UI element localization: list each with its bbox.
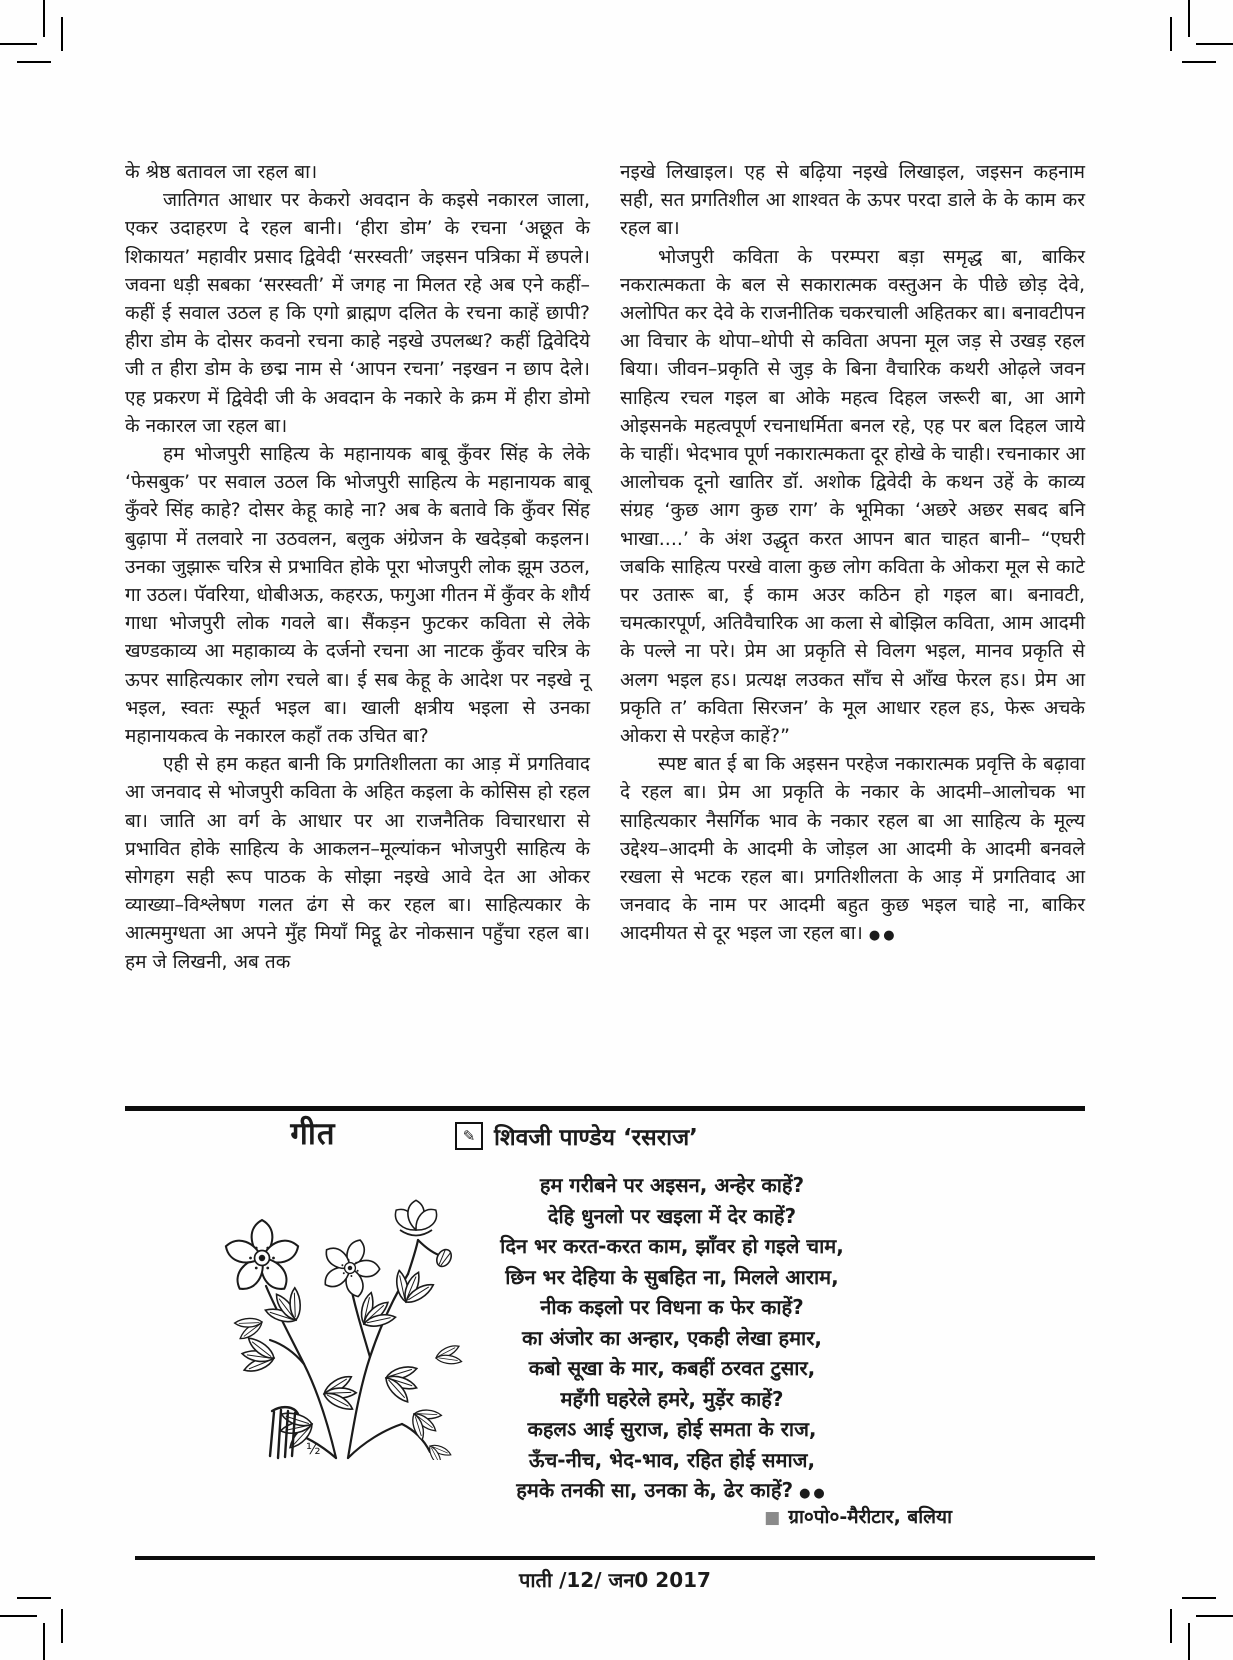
paragraph: भोजपुरी कविता के परम्परा बड़ा समृद्ध बा, बाकिर नकरात्मकता के बल से सकारात्मक वस्तुअन के पीछे छोड़ देवे, अलोपित कर देवे के राजनीतिक चकरचाली अहितकर बा। बनावटीपन आ विचार के थोपा–थोपी से कविता अपना मूल जड़ से उखड़ रहल बिया। जीवन–प्रकृति से जुड़ के बिना वैचारिक कथरी ओढ़ले जवन साहित्य रचल गइल बा ओके महत्व दिहल जरूरी बा, आ आगे ओइसनके महत्वपूर्ण रचनाधर्मिता बनल रहे, एह पर बल दिहल जाये के चाहीं। भेदभाव पूर्ण नकारात्मकता दूर होखे के चाही। रचनाकार आ आलोचक दूनो खातिर डॉ. अशोक द्विवेदी के कथन उहें के काव्य संग्रह ‘कुछ आग कुछ राग’ के भूमिका ‘अछरे अछर सबद बनि भाखा....’ के अंश उद्धृत करत आपन बात चाहत बानी– “एघरी जबकि साहित्य परखे वाला कुछ लोग कविता के ओकरा मूल से काटे पर उतारू बा, ई काम अउर कठिन हो गइल बा। बनावटी, चमत्कारपूर्ण, अतिवैचारिक आ कला से बोझिल कविता, आम आदमी के पल्ले ना परे। प्रेम आ प्रकृति से विलग भइल, मानव प्रकृति से अलग भइल हऽ। प्रत्यक्ष लउकत साँच से आँख फेरल हऽ। प्रेम आ प्रकृति त’ कविता सिरजन’ के मूल आधार रहल हऽ, फेरू अचके ओकरा से परहेज काहें?”	[620, 245, 1086, 748]
pen-icon: ✎	[455, 1122, 483, 1150]
crop-mark	[0, 43, 37, 45]
illustration-scale-label: ½	[306, 1440, 321, 1458]
crop-mark	[1188, 0, 1190, 37]
crop-mark	[17, 61, 51, 63]
crop-mark	[61, 17, 63, 51]
crop-mark	[1170, 17, 1172, 51]
paragraph	[620, 750, 1085, 950]
poem-line-text: हमके तनकी सा, उनका के, ढेर काहें?	[516, 1478, 794, 1502]
crop-mark	[17, 1597, 51, 1599]
essay-columns	[125, 158, 1085, 976]
paragraph: नइखे लिखाइल। एह से बढ़िया नइखे लिखाइल, जइसन कहनाम सही, सत प्रगतिशील आ शाश्वत के ऊपर परदा डाले के के काम कर रहल बा।	[620, 161, 1085, 240]
attribution-square-marker: ■	[764, 1508, 781, 1528]
crop-mark	[1196, 43, 1233, 45]
poem-line: नीक कइलो पर विधना क फेर काहें?	[540, 1295, 804, 1319]
paragraph: एही से हम कहत बानी कि प्रगतिशीलता का आड़ में प्रगतिवाद आ जनवाद से भोजपुरी कविता के अहित कइला के कोसिस हो रहल बा। जाति आ वर्ग के आधार पर आ राजनैतिक विचारधारा से प्रभावित होके साहित्य के आकलन–मूल्यांकन भोजपुरी साहित्य के सोगहग सही रूप पाठक के सोझा नइखे आवे देत आ ओकर व्याख्या–विश्लेषण गलत ढंग से कर रहल बा। साहित्यकार के आत्ममुग्धता आ अपने मुँह मियाँ मिट्ठू ढेर नोकसान पहुँचा रहल बा। हम जे लिखनी, अब तक	[125, 753, 590, 973]
crop-mark	[43, 0, 45, 37]
paragraph: हम भोजपुरी साहित्य के महानायक बाबू कुँवर सिंह के लेके ‘फेसबुक’ पर सवाल उठल कि भोजपुरी साहित्य के महानायक बाबू कुँवरे सिंह काहे? दोसर केहू काहे ना? अब के बतावे कि कुँवर सिंह बुढ़ापा में तलवारे ना उठवलन, बलुक अंग्रेजन के खदेड़बो कइलन। उनका जुझारू चरित्र से प्रभावित होके पूरा भोजपुरी लोक झूम उठल, गा उठल। पॅवरिया, धोबीअऊ, कहरऊ, फगुआ गीतन में कुँवर के शौर्य गाधा भोजपुरी लोक गवले बा। सैंकड़न फुटकर कविता से लेके खण्डकाव्य आ महाकाव्य के दर्जनो रचना आ नाटक कुँवर चरित्र के ऊपर साहित्यकार लोग रचले बा। ई सब केहू के आदेश पर नइखे नू भइल, स्वतः स्फूर्त भइल बा। खाली क्षत्रीय भइला से उनका महानायकत्व के नकारल कहाँ तक उचित बा?	[125, 443, 590, 748]
paragraph: जातिगत आधार पर केकरो अवदान के कइसे नकारल जाला, एकर उदाहरण दे रहल बानी। ‘हीरा डोम’ के रचना ‘अछूत के शिकायत’ महावीर प्रसाद द्विवेदी ‘सरस्वती’ जइसन पत्रिका में छपले। जवना धड़ी सबका ‘सरस्वती’ में जगह ना मिलत रहे अब एने कहीं–कहीं ई सवाल उठल ह कि एगो ब्राह्मण दलित के रचना काहें छापी? हीरा डोम के दोसर कवनो रचना काहे नइखे उपलब्ध? कहीं द्विवेदिये जी त हीरा डोम के छद्म नाम से ‘आपन रचना’ नइखन न छाप देले। एह प्रकरण में द्विवेदी जी के अवदान के नकारे के क्रम में हीरा डोमो के नकारल जा रहल बा।	[125, 189, 590, 437]
page-footer: पाती /12/ जन0 2017	[519, 1568, 711, 1592]
footer-rule	[135, 1556, 1095, 1560]
poem-line: हम गरीबने पर अइसन, अन्हेर काहें?	[539, 1173, 805, 1197]
poem-line: महँगी घहरेले हमरे, मुड़ेंर काहें?	[560, 1386, 784, 1411]
poem-line: छिन भर देहिया के सुबहित ना, मिलले आराम,	[505, 1264, 839, 1289]
article-end-mark: ●●	[868, 928, 898, 944]
poem-body	[392, 1170, 952, 1510]
poem-end-mark: ●●	[799, 1486, 828, 1501]
poem-line: का अंजोर का अन्हार, एकही लेखा हमार,	[521, 1325, 823, 1350]
essay-left-column	[125, 158, 590, 976]
poem-line: कबो सूखा के मार, कबहीं ठरवत टुसार,	[528, 1356, 816, 1380]
crop-mark	[61, 1609, 63, 1643]
essay-right-column	[620, 158, 1085, 976]
poem-section-title: गीत	[290, 1116, 336, 1152]
poem-line: देहि धुनलो पर खइला में देर काहें?	[547, 1203, 797, 1228]
poem-author: शिवजी पाण्डेय ‘रसराज’	[494, 1125, 698, 1151]
paragraph-text: स्पष्ट बात ई बा कि अइसन परहेज नकारात्मक प्रवृत्ति के बढ़ावा दे रहल बा। प्रेम आ प्रकृति के नकार के आदमी–आलोचक भा साहित्यकार नैसर्गिक भाव के नकार रहल बा आ साहित्य के मूल्य उद्देश्य–आदमी के आदमी के जोड़ल आ आदमी के आदमी बनवले रखला से भटक रहल बा। प्रगतिशीलता के आड़ में प्रगतिवाद आ जनवाद के नाम पर आदमी बहुत कुछ भइल चाहे ना, बाकिर आदमीयत से दूर भइल जा रहल बा।	[620, 753, 1085, 945]
crop-mark	[1182, 61, 1216, 63]
paragraph: के श्रेष्ठ बतावल जा रहल बा।	[125, 161, 318, 183]
section-divider-rule	[125, 1106, 1085, 1111]
poem-line: ऊँच-नीच, भेद-भाव, रहित होई समाज,	[528, 1447, 816, 1472]
crop-mark	[1196, 1615, 1233, 1617]
poem-line: दिन भर करत-करत काम, झाँवर हो गइले चाम,	[500, 1234, 844, 1258]
crop-mark	[43, 1623, 45, 1660]
crop-mark	[1188, 1623, 1190, 1660]
poem-line: कहलऽ आई सुराज, होई समता के राज,	[527, 1417, 817, 1441]
crop-mark	[1170, 1609, 1172, 1643]
crop-mark	[0, 1615, 37, 1617]
attribution-text: ग्रा०पो०-मैरीटार, बलिया	[788, 1506, 952, 1528]
crop-mark	[1182, 1597, 1216, 1599]
poem-attribution	[392, 1503, 952, 1529]
